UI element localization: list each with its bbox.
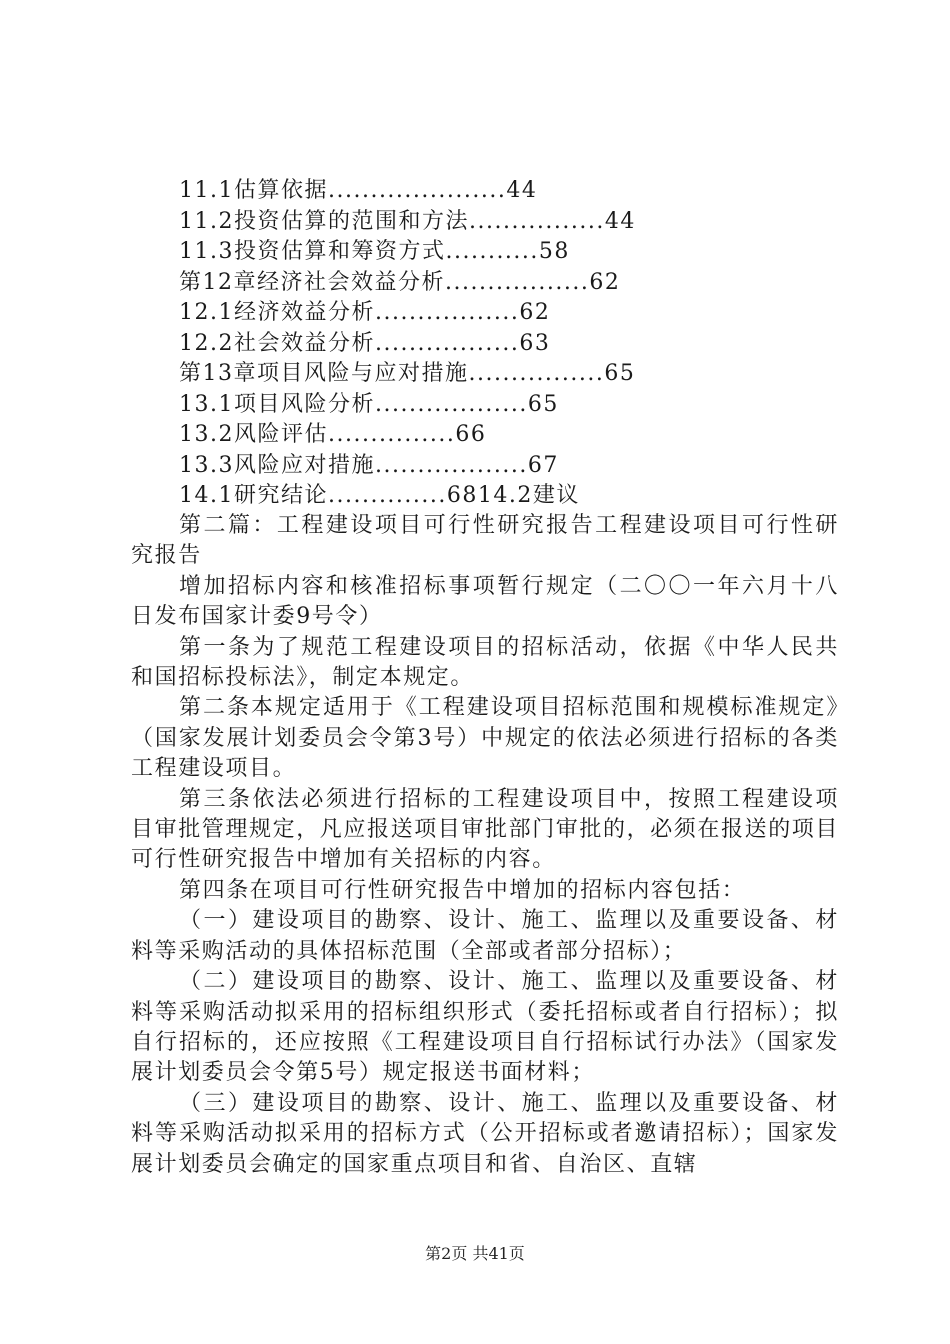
toc-entry-13-1: 13.1项目风险分析..................65: [179, 391, 559, 417]
paragraph-article-2: 第二条本规定适用于《工程建设项目招标范围和规模标准规定》（国家发展计划委员会令第3号）中规定的依法必须进行招标的各类工程建设项目。: [131, 695, 839, 782]
toc-entry-chapter-12: 第12章经济社会效益分析.................62: [179, 269, 621, 295]
paragraph-article-1: 第一条为了规范工程建设项目的招标活动，依据《中华人民共和国招标投标法》，制定本规定。: [131, 634, 839, 691]
toc-entry-11-2: 11.2投资估算的范围和方法................44: [179, 208, 636, 234]
paragraph-item-1: （一）建设项目的勘察、设计、施工、监理以及重要设备、材料等采购活动的具体招标范围（全部或者部分招标）；: [131, 908, 839, 964]
paragraph-section-title: 第二篇：工程建设项目可行性研究报告工程建设项目可行性研究报告: [131, 513, 839, 569]
toc-entry-chapter-13: 第13章项目风险与应对措施................65: [179, 361, 636, 386]
paragraph-article-4: 第四条在项目可行性研究报告中增加的招标内容包括：: [179, 877, 746, 903]
toc-entry-12-1: 12.1经济效益分析.................62: [179, 300, 551, 325]
body-text: [131, 511, 839, 1180]
toc-entry-12-2: 12.2社会效益分析.................63: [179, 330, 551, 356]
toc-entry-13-2: 13.2风险评估...............66: [179, 422, 487, 447]
paragraph-item-3: （三）建设项目的勘察、设计、施工、监理以及重要设备、材料等采购活动拟采用的招标方式（公开招标或者邀请招标）；国家发展计划委员会确定的国家重点项目和省、自治区、直辖: [131, 1090, 839, 1177]
page-footer: 第2页 共41页: [425, 1244, 525, 1263]
toc-entry-13-3: 13.3风险应对措施..................67: [179, 452, 559, 478]
toc-entry-14: 14.1研究结论..............6814.2建议: [179, 483, 580, 508]
paragraph-article-3: 第三条依法必须进行招标的工程建设项目中，按照工程建设项目审批管理规定，凡应报送项目审批部门审批的，必须在报送的项目可行性研究报告中增加有关招标的内容。: [131, 786, 840, 873]
paragraph-regulation-title: 增加招标内容和核准招标事项暂行规定（二〇〇一年六月十八日发布国家计委9号令）: [131, 573, 839, 630]
paragraph-item-2: （二）建设项目的勘察、设计、施工、监理以及重要设备、材料等采购活动拟采用的招标组织形式（委托招标或者自行招标）；拟自行招标的，还应按照《工程建设项目自行招标试行办法》（国家发展计划委员会令第5号）规定报送书面材料；: [131, 969, 839, 1086]
toc-entry-11-1: 11.1估算依据.....................44: [179, 178, 538, 203]
toc-entry-11-3: 11.3投资估算和筹资方式...........58: [179, 239, 570, 264]
